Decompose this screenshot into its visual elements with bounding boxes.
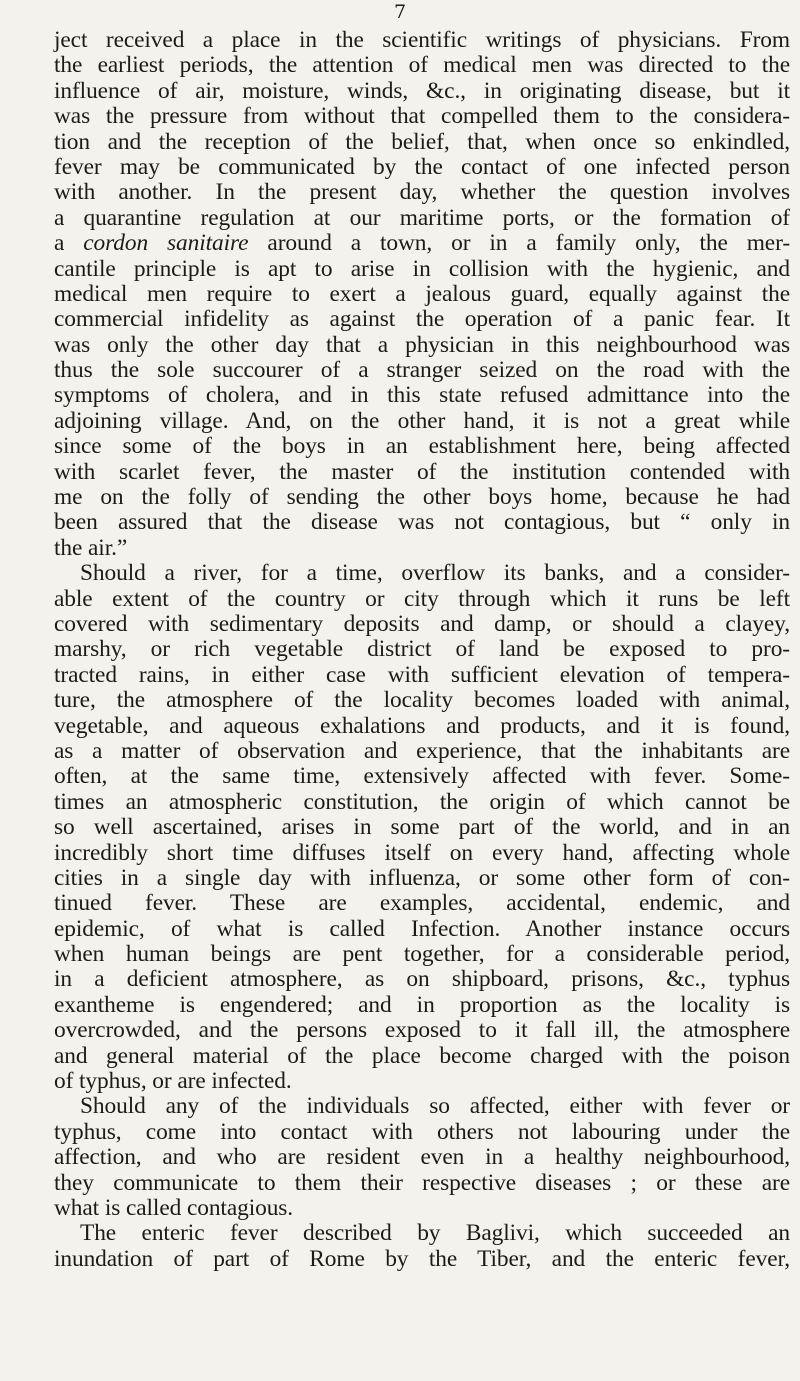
text-line: tinued fever. These are examples, accidental, endemic, and [54,890,790,917]
text-line: often, at the same time, extensively affected with fever. Some- [54,763,790,790]
text-line: exantheme is engendered; and in proportion as the locality is [54,991,790,1018]
text-line: with another. In the present day, whether the question involves [54,179,790,206]
text-line: cantile principle is apt to arise in collision with the hygienic, and [54,255,790,282]
text-line: fever may be communicated by the contact of one infected person [54,153,790,180]
text-line: overcrowded, and the persons exposed to it fall ill, the atmosphere [54,1017,790,1044]
italic-phrase: cordon sanitaire [83,230,249,257]
text-line: and general material of the place become charged with the poison [54,1042,790,1069]
text-line: when human beings are pent together, for a considerable period, [54,941,790,968]
text-line: a quarantine regulation at our maritime ports, or the formation of [54,204,790,231]
text-line: adjoining village. And, on the other hand, it is not a great while [54,407,790,434]
text-line: was only the other day that a physician in this neighbourhood was [54,331,790,358]
text-line: typhus, come into contact with others not labouring under the [54,1118,790,1145]
text-line: inundation of part of Rome by the Tiber, and the enteric fever, [54,1245,790,1272]
line-text: a [54,230,84,257]
text-line: vegetable, and aqueous exhalations and products, and it is found, [54,712,790,739]
line-text: around a town, or in a family only, the mer- [248,230,791,257]
text-line: ture, the atmosphere of the locality becomes loaded with animal, [54,687,790,714]
text-line: affection, and who are resident even in a healthy neighbourhood, [54,1144,790,1171]
text-line: been assured that the disease was not contagious, but “ only in [54,509,790,536]
text-line: covered with sedimentary deposits and damp, or should a clayey, [54,610,790,637]
text-line: what is called contagious. [54,1194,294,1221]
text-line: the earliest periods, the attention of medical men was directed to the [54,52,790,79]
text-line: The enteric fever described by Baglivi, which succeeded an [80,1220,790,1247]
text-line: times an atmospheric constitution, the origin of which cannot be [54,788,790,815]
text-line: incredibly short time diffuses itself on every hand, affecting whole [54,839,790,866]
body-text [54,28,790,1272]
paragraph [54,28,790,561]
text-line: tion and the reception of the belief, that, when once so enkindled, [54,128,790,155]
text-line: the air.” [54,534,128,561]
text-line: as a matter of observation and experience, that the inhabitants are [54,737,790,764]
text-line: thus the sole succourer of a stranger seized on the road with the [54,357,790,384]
text-line: ject received a place in the scientific writings of physicians. From [54,27,790,53]
text-line [54,231,790,256]
paragraph [54,561,790,1094]
text-line: was the pressure from without that compelled them to the considera- [54,103,790,130]
text-line: so well ascertained, arises in some part of the world, and in an [54,814,790,841]
text-line: medical men require to exert a jealous guard, equally against the [54,280,790,307]
text-line: commercial infidelity as against the operation of a panic fear. It [54,306,790,333]
text-line: Should a river, for a time, overflow its banks, and a consider- [80,560,790,587]
text-line: influence of air, moisture, winds, &c., in originating disease, but it [54,77,790,104]
page-number: 7 [393,1,407,23]
paragraph [54,1094,790,1221]
text-line: symptoms of cholera, and in this state refused admittance into the [54,382,790,409]
text-line: Should any of the individuals so affected, either with fever or [80,1093,790,1120]
text-line: able extent of the country or city through which it runs be left [54,585,790,612]
text-line: tracted rains, in either case with sufficient elevation of tempera- [54,661,790,688]
text-line: they communicate to them their respective diseases ; or these are [54,1169,790,1196]
text-line: me on the folly of sending the other boys home, because he had [54,484,790,511]
text-line: marshy, or rich vegetable district of land be exposed to pro- [54,636,790,663]
text-line: epidemic, of what is called Infection. Another instance occurs [54,915,790,942]
text-line: since some of the boys in an establishment here, being affected [54,433,790,460]
text-line: of typhus, or are infected. [54,1068,292,1095]
text-line: cities in a single day with influenza, or some other form of con- [54,864,790,891]
text-line: with scarlet fever, the master of the institution contended with [54,458,790,485]
paragraph [54,1221,790,1272]
text-line: in a deficient atmosphere, as on shipboard, prisons, &c., typhus [54,966,790,993]
